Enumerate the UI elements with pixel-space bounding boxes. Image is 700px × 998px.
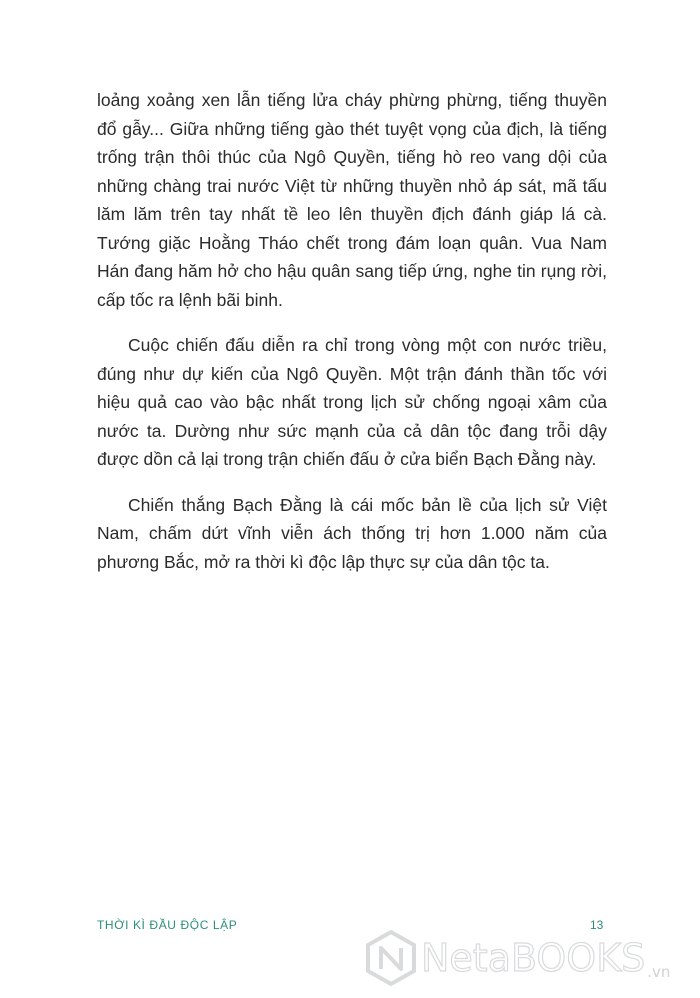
body-text — [97, 86, 607, 593]
netabooks-logo-icon — [365, 929, 417, 987]
watermark-text: NetaBOOKS — [421, 936, 646, 980]
watermark — [365, 923, 670, 993]
watermark-suffix: .vn — [647, 963, 671, 981]
paragraph-2: Cuộc chiến đấu diễn ra chỉ trong vòng một con nước triều, đúng như dự kiến của Ngô Quyền. Một trận đánh thần tốc với hiệu quả cao vào bậc nhất trong lịch sử chống ngoại xâm của nước ta. Dường như sức mạnh của cả dân tộc đang trỗi dậy được dồn cả lại trong trận chiến đấu ở cửa biển Bạch Đằng này. — [97, 335, 607, 469]
paragraph-3: Chiến thắng Bạch Đằng là cái mốc bản lề của lịch sử Việt Nam, chấm dứt vĩnh viễn ách thống trị hơn 1.000 năm của phương Bắc, mở ra thời kì độc lập thực sự của dân tộc ta. — [97, 494, 607, 572]
running-footer-title: THỜI KÌ ĐẦU ĐỘC LẬP — [97, 918, 238, 932]
paragraph-1: loảng xoảng xen lẫn tiếng lửa cháy phừng phừng, tiếng thuyền đổ gẫy... Giữa những tiếng gào thét tuyệt vọng của địch, là tiếng trống trận thôi thúc của Ngô Quyền, tiếng hò reo vang dội của những chàng trai nước Việt từ những thuyền nhỏ áp sát, mã tấu lăm lăm trên tay nhất tề leo lên thuyền địch đánh giáp lá cà. Tướng giặc Hoằng Tháo chết trong đám loạn quân. Vua Nam Hán đang hăm hở cho hậu quân sang tiếp ứng, nghe tin rụng rời, cấp tốc ra lệnh bãi binh. — [97, 90, 607, 310]
page-number: 13 — [590, 918, 604, 932]
